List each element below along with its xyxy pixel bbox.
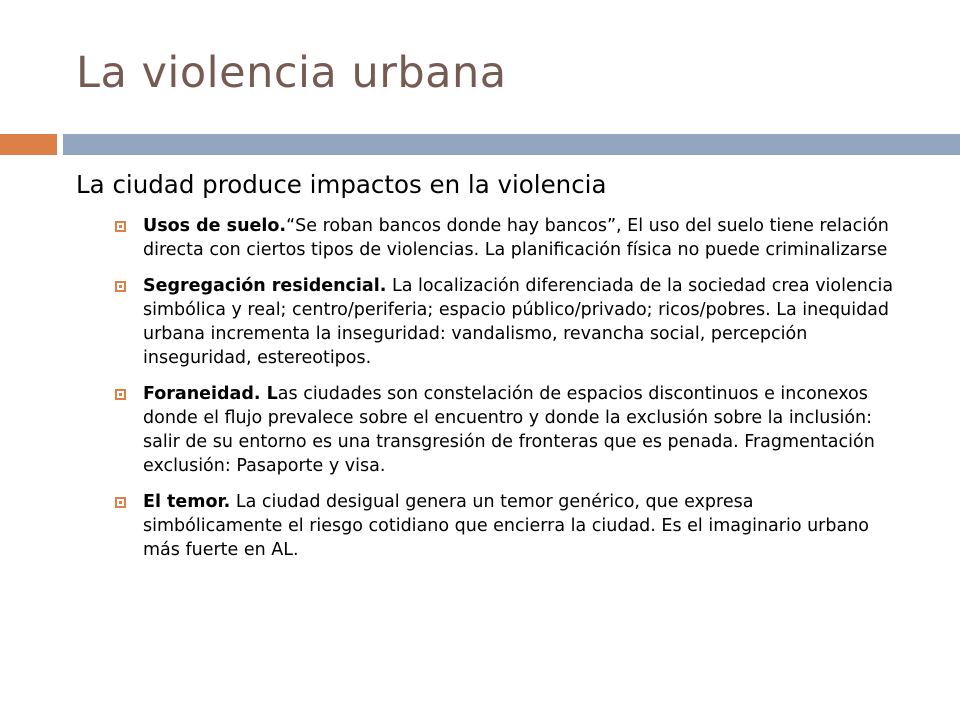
square-bullet-icon [115, 221, 126, 232]
bullet-heading: Usos de suelo. [143, 216, 287, 236]
square-bullet-icon [115, 281, 126, 292]
bullet-item-segregacion-residencial [114, 274, 894, 370]
square-bullet-icon [115, 497, 126, 508]
bullet-item-foraneidad [114, 382, 894, 478]
bullet-item-usos-de-suelo [114, 214, 894, 262]
accent-bar-orange [0, 134, 57, 155]
bullet-text: La localización diferenciada de la sociedad crea violencia simbólica y real; centro/periferia; espacio público/privado; ricos/pobres. La inequidad urbana incrementa la inseguridad: vandalismo, revancha social, percepción inseguridad, estereotipos. [143, 276, 894, 368]
bullet-heading: Foraneidad. L [143, 384, 278, 404]
bullet-text: La ciudad desigual genera un temor genérico, que expresa simbólicamente el riesgo cotidiano que encierra la ciudad. Es el imaginario urbano más fuerte en AL. [143, 492, 870, 560]
slide-title: La violencia urbana [76, 48, 507, 98]
bullet-heading: El temor. [143, 492, 231, 512]
accent-bar-blue [63, 134, 960, 155]
bullet-list [114, 214, 894, 574]
bullet-item-el-temor [114, 490, 894, 562]
bullet-text: “Se roban bancos donde hay bancos”, El uso del suelo tiene relación directa con ciertos tipos de violencias. La planificación física no puede criminalizarse [143, 216, 889, 260]
bullet-heading: Segregación residencial. [143, 276, 387, 296]
square-bullet-icon [115, 389, 126, 400]
bullet-text: as ciudades son constelación de espacios discontinuos e inconexos donde el flujo prevalece sobre el encuentro y donde la exclusión sobre la inclusión: salir de su entorno es una transgresión de fronteras que es penada. Fragmentación exclusión: Pasaporte y visa. [143, 384, 875, 476]
slide-subtitle: La ciudad produce impactos en la violencia [76, 170, 607, 199]
